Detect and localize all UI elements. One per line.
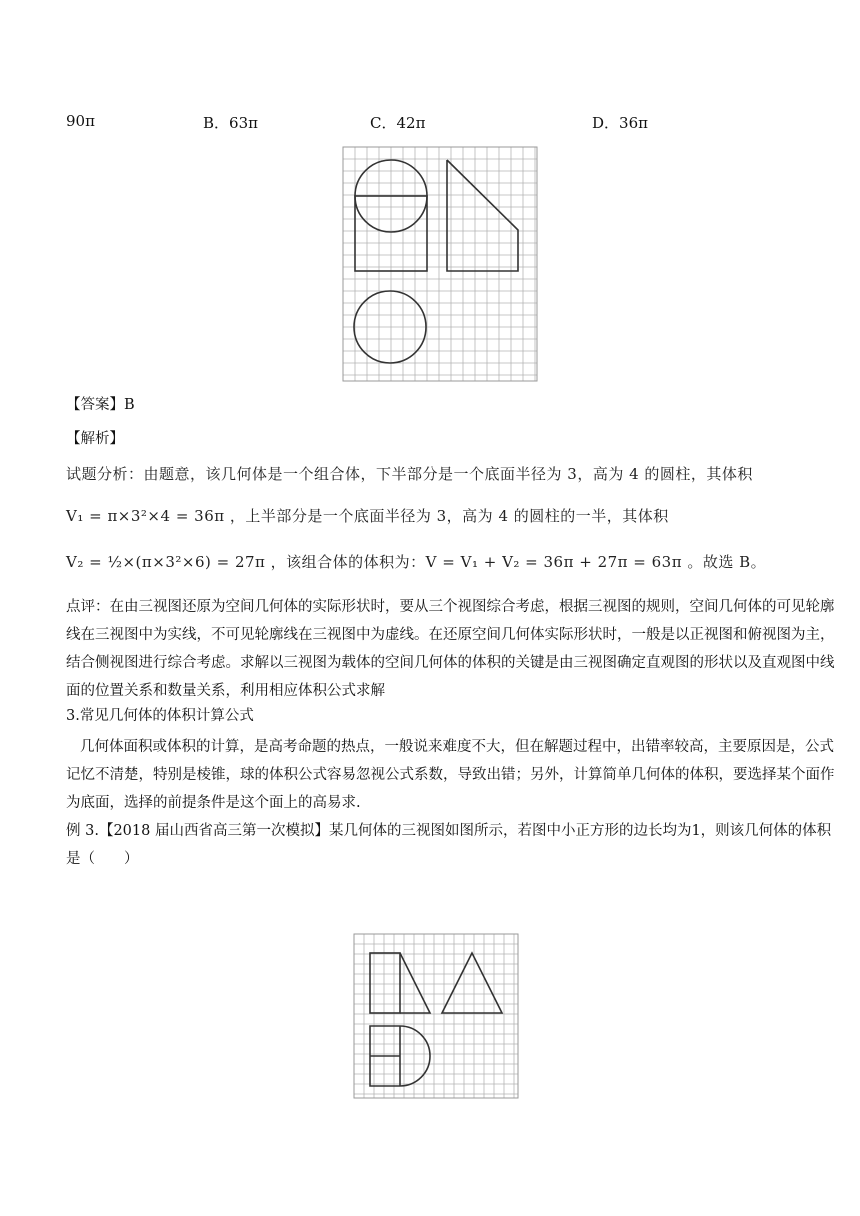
side-view [447, 160, 518, 271]
analysis-label: 【解析】 [66, 431, 124, 447]
top-view-2 [370, 1026, 430, 1086]
analysis-line-1: 试题分析：由题意，该几何体是一个组合体，下半部分是一个底面半径为 3，高为 4 的圆柱，其体积 [66, 465, 753, 483]
analysis-line-3: V₂ = ½×(π×3²×6) = 27π ，该组合体的体积为：V = V₁ + V₂ = 36π + 27π = 63π 。故选 B。 [66, 553, 767, 571]
option-b: B．63π [203, 114, 258, 132]
option-c: C．42π [370, 114, 426, 132]
three-view-figure-1 [342, 146, 538, 382]
section-body: 几何体面积或体积的计算，是高考命题的热点，一般说来难度不大，但在解题过程中，出错率较高，主要原因是，公式记忆不清楚，特别是棱锥，球的体积公式容易忽视公式系数，导致出错；另外，计算简单几何体的体积，要选择某个面作为底面，选择的前提条件是这个面上的高易求. [66, 739, 835, 811]
example-question: 例 3.【2018 届山西省高三第一次模拟】某几何体的三视图如图所示，若图中小正方形的边长均为1，则该几何体的体积是（ ） [66, 823, 832, 867]
three-view-figure-2 [353, 933, 519, 1099]
section-heading: 3.常见几何体的体积计算公式 [66, 708, 254, 724]
answer-line: 【答案】B [66, 397, 135, 413]
option-a: 90π [66, 112, 95, 130]
analysis-line-2: V₁ = π×3²×4 = 36π ，上半部分是一个底面半径为 3，高为 4 的圆柱的一半，其体积 [66, 507, 669, 525]
comment-paragraph: 点评：在由三视图还原为空间几何体的实际形状时，要从三个视图综合考虑，根据三视图的规则，空间几何体的可见轮廓线在三视图中为实线，不可见轮廓线在三视图中为虚线。在还原空间几何体实际形状时，一般是以正视图和俯视图为主，结合侧视图进行综合考虑。求解以三视图为载体的空间几何体的体积的关键是由三视图确定直观图的形状以及直观图中线面的位置关系和数量关系，利用相应体积公式求解 [66, 599, 835, 699]
option-d: D．36π [592, 114, 648, 132]
